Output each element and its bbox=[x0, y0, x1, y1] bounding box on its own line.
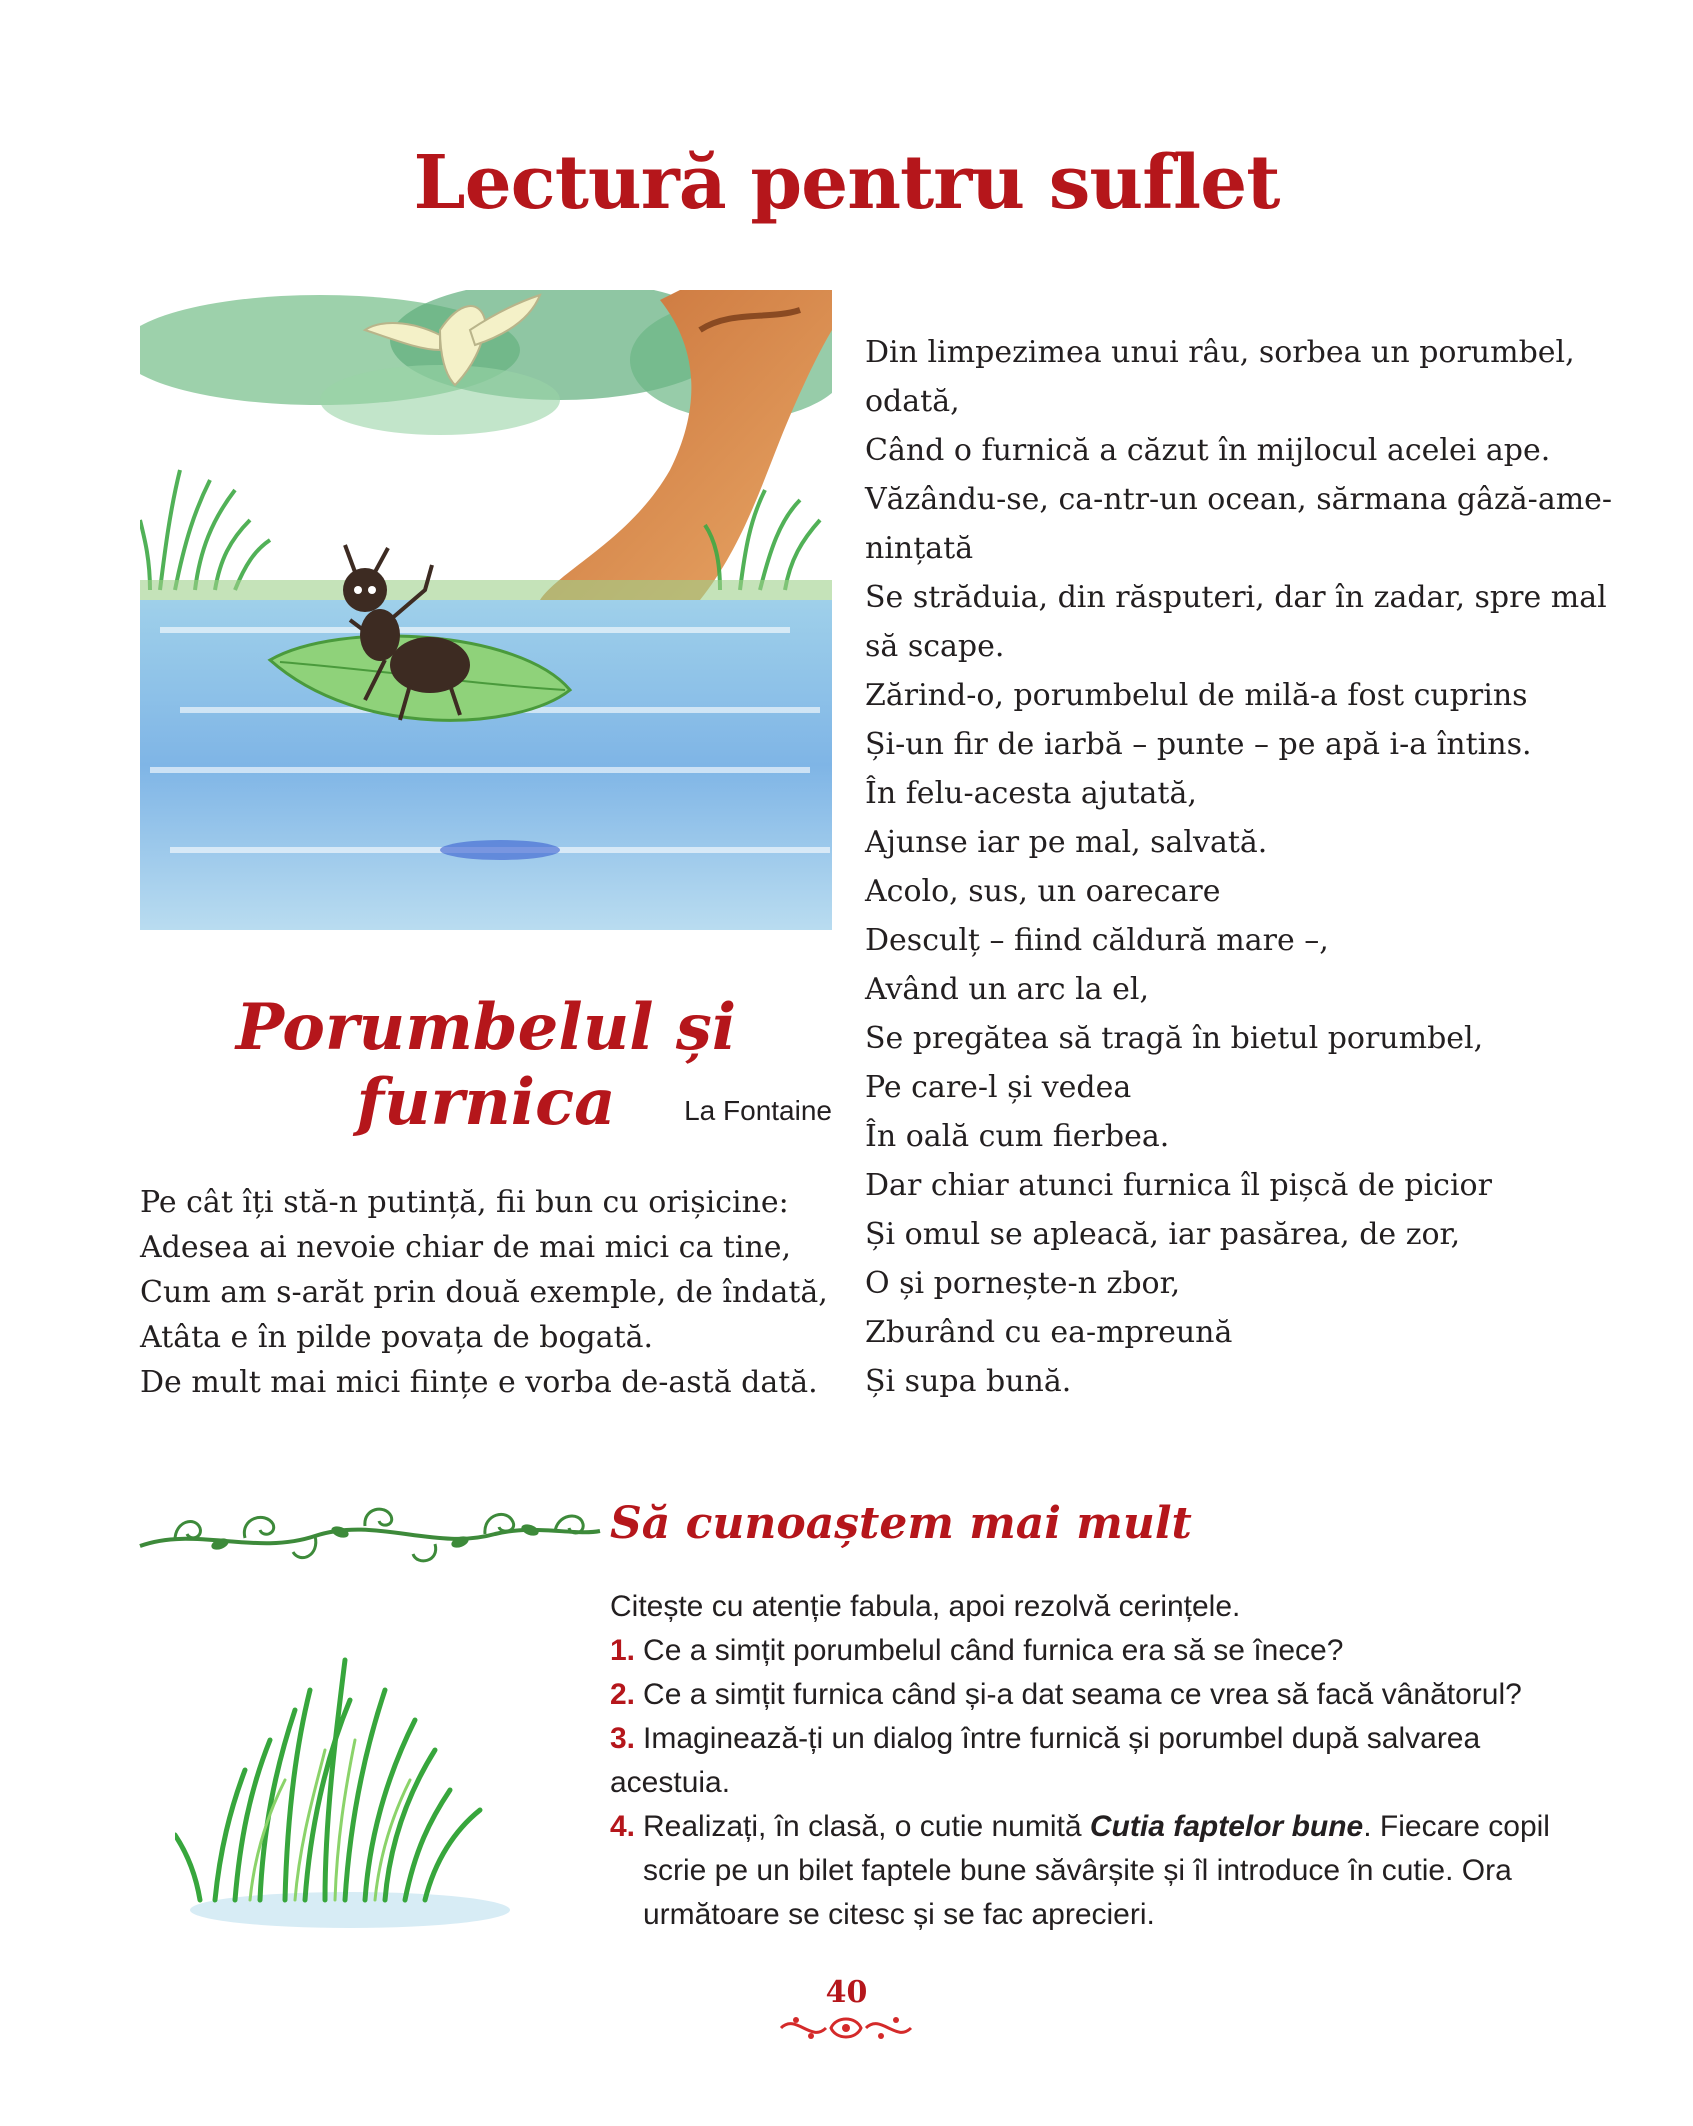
task-text: . Fiecare copil scrie pe un bilet faptele bune săvârșite și îl introduce în cutie. Ora următoare se citesc și se fac aprecieri. bbox=[643, 1810, 1550, 1931]
page-number: 40 bbox=[825, 1975, 868, 2010]
poem-body bbox=[865, 328, 1613, 1406]
moral-line: Atâta e în pilde povața de bogată. bbox=[140, 1320, 654, 1355]
poem-line: Zburând cu ea-mpreună bbox=[865, 1315, 1233, 1350]
moral-line: Pe cât îți stă-n putință, fii bun cu orișicine: bbox=[140, 1185, 789, 1220]
poem-line: În felu-acesta ajutată, bbox=[865, 776, 1197, 811]
task-text: Ce a simțit porumbelul când furnica era să se înece? bbox=[643, 1634, 1344, 1667]
task-number: 4. bbox=[610, 1810, 636, 1843]
ant-on-leaf-illustration bbox=[140, 290, 832, 930]
poem-line: Se pregătea să tragă în bietul porumbel, bbox=[865, 1021, 1484, 1056]
task-item bbox=[610, 1717, 1570, 1805]
poem-title: Porumbelul și furnica bbox=[235, 990, 737, 1140]
instructions-intro: Citește cu atenție fabula, apoi rezolvă cerințele. bbox=[610, 1590, 1241, 1623]
task-number: 2. bbox=[610, 1678, 636, 1711]
task-item bbox=[610, 1629, 1570, 1673]
task-text: Imaginează-ți un dialog între furnică și porumbel după salvarea acestuia. bbox=[610, 1722, 1481, 1799]
poem-author: La Fontaine bbox=[684, 1095, 832, 1126]
vine-ornament-icon bbox=[135, 1496, 605, 1566]
poem-line: Dar chiar atunci furnica îl pișcă de picior bbox=[865, 1168, 1492, 1203]
moral-line: Adesea ai nevoie chiar de mai mici ca tine, bbox=[140, 1230, 792, 1265]
poem-line: Se străduia, din răsputeri, dar în zadar, spre mal bbox=[865, 580, 1607, 615]
task-item bbox=[610, 1805, 1570, 1937]
poem-line: Zărind-o, porumbelul de milă-a fost cuprins bbox=[865, 678, 1528, 713]
poem-line: Văzându-se, ca-ntr-un ocean, sărmana gâză-ame- bbox=[865, 482, 1613, 517]
poem-line: Ajunse iar pe mal, salvată. bbox=[865, 825, 1268, 860]
poem-line: Și-un fir de iarbă – punte – pe apă i-a întins. bbox=[865, 727, 1532, 762]
grass-illustration bbox=[175, 1590, 525, 1940]
poem-line: Acolo, sus, un oarecare bbox=[865, 874, 1221, 909]
task-item bbox=[610, 1673, 1570, 1717]
poem-line: odată, bbox=[865, 384, 960, 419]
moral-line: Cum am s-arăt prin două exemple, de îndată, bbox=[140, 1275, 828, 1310]
poem-line: Și omul se apleacă, iar pasărea, de zor, bbox=[865, 1217, 1461, 1252]
poem-line: Având un arc la el, bbox=[865, 972, 1149, 1007]
section-title: Să cunoaștem mai mult bbox=[610, 1498, 1192, 1549]
moral-line: De mult mai mici ființe e vorba de-astă dată. bbox=[140, 1365, 818, 1400]
task-emphasis: Cutia faptelor bune bbox=[1089, 1810, 1364, 1843]
task-text: Realizați, în clasă, o cutie numită bbox=[643, 1810, 1090, 1843]
poem-line: Desculț – fiind căldură mare –, bbox=[865, 923, 1329, 958]
poem-moral bbox=[140, 1180, 840, 1405]
poem-line: Din limpezimea unui râu, sorbea un porumbel, bbox=[865, 335, 1575, 370]
poem-line: O și pornește-n zbor, bbox=[865, 1266, 1181, 1301]
poem-line: să scape. bbox=[865, 629, 1005, 664]
poem-line: În oală cum fierbea. bbox=[865, 1119, 1170, 1154]
floral-ornament-icon bbox=[776, 2008, 916, 2048]
task-text: Ce a simțit furnica când și-a dat seama ce vrea să facă vânătorul? bbox=[643, 1678, 1522, 1711]
poem-line: Când o furnică a căzut în mijlocul acelei ape. bbox=[865, 433, 1551, 468]
poem-line: Pe care-l și vedea bbox=[865, 1070, 1132, 1105]
task-number: 1. bbox=[610, 1634, 636, 1667]
poem-line: nințată bbox=[865, 531, 974, 566]
page-title: Lectură pentru suflet bbox=[413, 140, 1280, 226]
task-list bbox=[610, 1629, 1570, 1937]
task-number: 3. bbox=[610, 1722, 636, 1755]
poem-line: Și supa bună. bbox=[865, 1364, 1072, 1399]
